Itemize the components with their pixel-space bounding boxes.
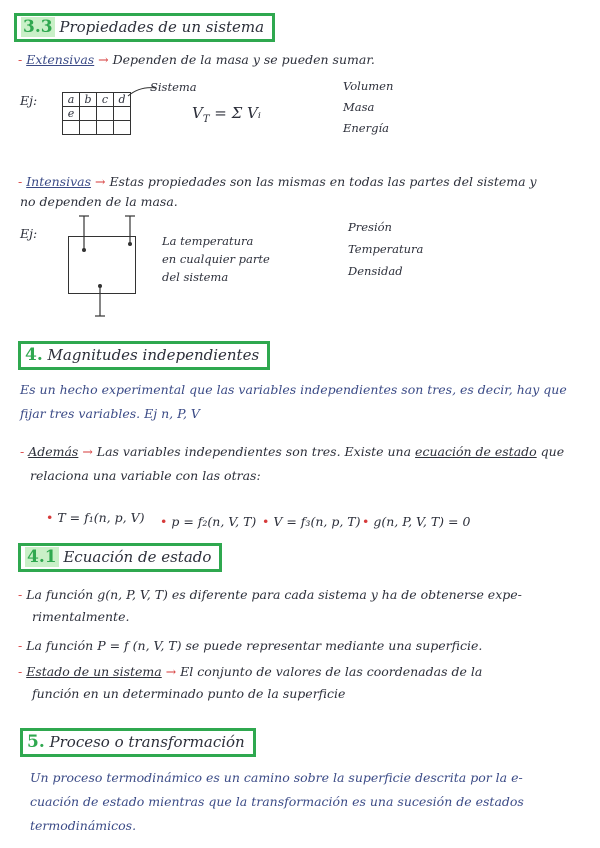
ej-label: Ej: <box>20 93 38 108</box>
s4-para-line-2: fijar tres variables. Ej n, P, V <box>20 406 200 421</box>
grid-row <box>63 121 131 135</box>
s4-ademas-line-2: relaciona una variable con las otras: <box>30 468 261 483</box>
grid-row <box>63 93 131 107</box>
arrow-icon: → <box>161 664 181 679</box>
s5-para-line-2: cuación de estado mientras que la transformación es una sucesión de estados <box>30 794 524 809</box>
s41-bullet-1-cont: rimentalmente. <box>32 609 130 624</box>
extensivas-text: Dependen de la masa y se pueden sumar. <box>112 52 375 67</box>
list-item: Volumen <box>343 79 394 93</box>
s5-para-line-1: Un proceso termodinámico es un camino sobre la superficie descrita por la e- <box>30 770 523 785</box>
ademas-label: Además <box>28 444 79 459</box>
arrow-icon: → <box>94 52 113 67</box>
volume-formula: $V_T = \Sigma$ Vᵢ <box>192 104 261 125</box>
heading-title: Ecuación de estado <box>63 548 212 566</box>
sistema-label: Sistema <box>150 80 197 94</box>
estado-label: Estado de un sistema <box>26 664 162 679</box>
intensivas-line-2: no dependen de la masa. <box>20 194 178 209</box>
temperature-note: La temperatura en cualquier parte del sistema <box>162 234 270 284</box>
heading-4-1 <box>18 543 222 572</box>
list-item: Energía <box>343 121 389 135</box>
heading-3-3 <box>14 13 275 42</box>
grid-cell <box>114 121 131 135</box>
list-item: Presión <box>348 220 392 234</box>
grid-cell <box>97 107 114 121</box>
grid-cell <box>97 121 114 135</box>
s41-bullet-1: - La función g(n, P, V, T) es diferente para cada sistema y ha de obtenerse expe- <box>18 587 522 602</box>
s4-para-line-1: Es un hecho experimental que las variables independientes son tres, es decir, hay que <box>20 382 567 397</box>
grid-cell: e <box>63 107 80 121</box>
heading-number: 5. <box>27 732 45 752</box>
heading-number: 4.1 <box>27 547 57 567</box>
heading-title: Magnitudes independientes <box>47 346 260 364</box>
grid-cell <box>114 107 131 121</box>
list-item: Temperatura <box>348 242 424 256</box>
grid-cell: d <box>114 93 131 107</box>
extensive-examples <box>343 76 393 139</box>
s4-ademas-line: - Además → Las variables independientes son tres. Existe una ecuación de estado que <box>20 444 565 459</box>
grid-row <box>63 107 131 121</box>
heading-number: 3.3 <box>23 17 53 37</box>
intensive-examples <box>348 216 423 282</box>
heading-4 <box>18 341 270 370</box>
grid-cell <box>80 121 97 135</box>
grid-cell <box>80 107 97 121</box>
equation-1: • T = f₁(n, p, V) <box>46 510 145 525</box>
heading-title: Proceso o transformación <box>49 733 245 751</box>
grid-cell: a <box>63 93 80 107</box>
list-item: Densidad <box>348 264 403 278</box>
extensivas-label: Extensivas <box>26 52 95 67</box>
extensivas-line: - Extensivas → Dependen de la masa y se pueden sumar. <box>18 52 375 67</box>
s41-bullet-2: - La función P = f (n, V, T) se puede representar mediante una superficie. <box>18 638 483 653</box>
intensivas-label: Intensivas <box>26 174 92 189</box>
ecuacion-link-text: ecuación de estado <box>415 444 537 459</box>
equation-3: • V = f₃(n, p, T) <box>262 514 361 529</box>
s5-para-line-3: termodinámicos. <box>30 818 137 833</box>
heading-number: 4. <box>25 345 43 365</box>
equation-4: • g(n, P, V, T) = 0 <box>362 514 471 529</box>
subsystem-grid <box>62 92 131 135</box>
grid-cell <box>63 121 80 135</box>
s41-bullet-3-cont: función en un determinado punto de la superficie <box>32 686 346 701</box>
ej2-label: Ej: <box>20 226 38 241</box>
heading-5 <box>20 728 256 757</box>
heading-title: Propiedades de un sistema <box>59 18 265 36</box>
equation-2: • p = f₂(n, V, T) <box>160 514 257 529</box>
s41-bullet-3: - Estado de un sistema → El conjunto de valores de las coordenadas de la <box>18 664 483 679</box>
grid-cell: b <box>80 93 97 107</box>
list-item: Masa <box>343 100 375 114</box>
arrow-icon: → <box>91 174 110 189</box>
grid-cell: c <box>97 93 114 107</box>
arrow-icon: → <box>78 444 97 459</box>
intensivas-line-1: - Intensivas → Estas propiedades son las mismas en todas las partes del sistema y <box>18 174 537 189</box>
